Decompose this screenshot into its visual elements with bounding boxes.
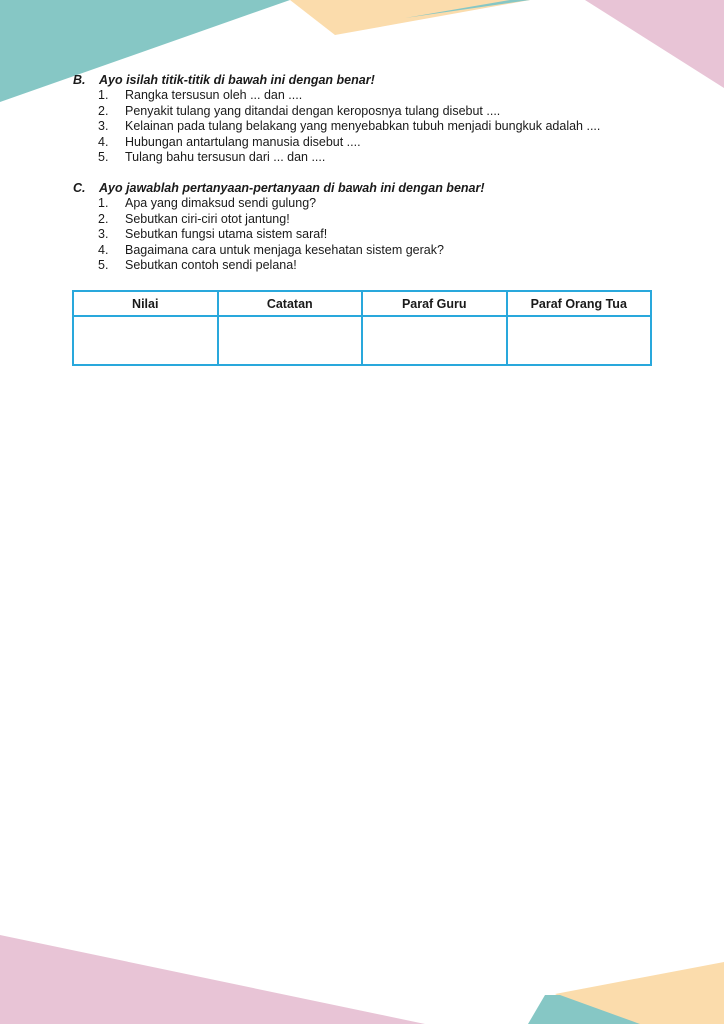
item-number: 2. xyxy=(98,211,109,226)
item-text: Sebutkan fungsi utama sistem saraf! xyxy=(125,227,328,241)
grade-table-row xyxy=(73,316,651,365)
section-c xyxy=(73,180,673,274)
item-number: 1. xyxy=(98,196,109,210)
header-catatan: Catatan xyxy=(218,291,363,316)
list-item xyxy=(73,196,673,212)
list-item xyxy=(73,88,673,104)
section-c-list xyxy=(73,196,673,274)
item-number: 5. xyxy=(98,150,109,164)
item-text: Apa yang dimaksud sendi gulung? xyxy=(125,196,317,210)
header-nilai: Nilai xyxy=(73,291,218,316)
item-text: Hubungan antartulang manusia disebut .... xyxy=(125,134,361,149)
nilai-cell[interactable] xyxy=(73,316,218,365)
item-number: 3. xyxy=(98,119,109,133)
list-item xyxy=(73,212,673,228)
grade-table xyxy=(72,290,652,366)
item-text: Rangka tersusun oleh ... dan .... xyxy=(125,88,303,102)
item-text: Kelainan pada tulang belakang yang menyebabkan tubuh menjadi bungkuk adalah .... xyxy=(125,119,601,133)
paraf-orang-tua-cell[interactable] xyxy=(507,316,652,365)
item-number: 1. xyxy=(98,88,109,102)
top-peach-shape xyxy=(290,0,530,35)
section-b-heading-text: Ayo isilah titik-titik di bawah ini dengan benar! xyxy=(99,73,375,87)
list-item xyxy=(73,119,673,135)
item-number: 4. xyxy=(98,242,109,257)
header-paraf-guru: Paraf Guru xyxy=(362,291,507,316)
item-text: Sebutkan contoh sendi pelana! xyxy=(125,258,297,272)
list-item xyxy=(73,227,673,243)
bottom-left-pink-shape xyxy=(0,935,425,1024)
list-item xyxy=(73,258,673,274)
section-b xyxy=(73,72,673,166)
section-c-letter: C. xyxy=(73,181,86,195)
list-item xyxy=(73,104,673,120)
section-b-heading xyxy=(73,72,673,88)
header-paraf-orang-tua: Paraf Orang Tua xyxy=(507,291,652,316)
item-number: 2. xyxy=(98,103,109,118)
section-b-letter: B. xyxy=(73,73,86,87)
section-c-heading xyxy=(73,180,673,196)
section-b-list xyxy=(73,88,673,166)
list-item xyxy=(73,243,673,259)
catatan-cell[interactable] xyxy=(218,316,363,365)
item-text: Bagaimana cara untuk menjaga kesehatan sistem gerak? xyxy=(125,242,444,257)
list-item xyxy=(73,150,673,166)
paraf-guru-cell[interactable] xyxy=(362,316,507,365)
grade-table-header-row xyxy=(73,291,651,316)
item-number: 5. xyxy=(98,258,109,272)
section-c-heading-text: Ayo jawablah pertanyaan-pertanyaan di bawah ini dengan benar! xyxy=(99,181,485,195)
item-number: 4. xyxy=(98,134,109,149)
item-text: Tulang bahu tersusun dari ... dan .... xyxy=(125,150,326,164)
list-item xyxy=(73,135,673,151)
item-text: Penyakit tulang yang ditandai dengan keroposnya tulang disebut .... xyxy=(125,103,501,118)
item-number: 3. xyxy=(98,227,109,241)
item-text: Sebutkan ciri-ciri otot jantung! xyxy=(125,211,290,226)
